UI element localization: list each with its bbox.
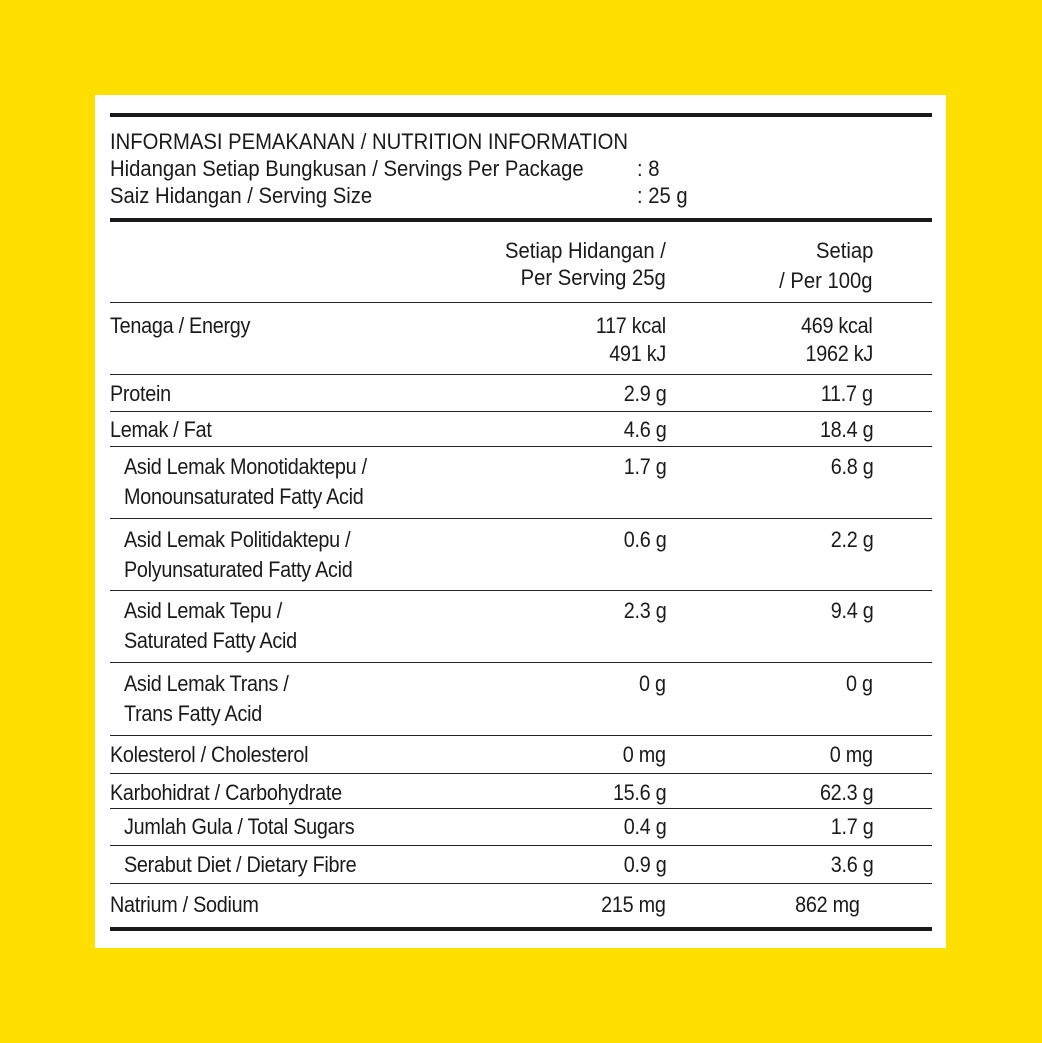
per-serving-value: 2.9 g — [623, 381, 666, 406]
nutrient-label: Natrium / Sodium — [110, 892, 259, 917]
nutrient-label: Protein — [110, 381, 171, 406]
per-100g-value: 0 g — [846, 671, 873, 696]
nutrient-label: Tenaga / Energy — [110, 313, 251, 338]
row-divider — [110, 518, 932, 519]
nutrient-label: Asid Lemak Monotidaktepu / — [124, 454, 367, 479]
per-serving-value: 0 mg — [623, 742, 666, 767]
per-100g-value: 6.8 g — [830, 454, 873, 479]
nutrient-label-en: Polyunsaturated Fatty Acid — [124, 557, 353, 582]
per-serving-value: 215 mg — [601, 892, 666, 917]
per-100g-value: 3.6 g — [830, 852, 873, 877]
per-serving-value: 0 g — [639, 671, 666, 696]
per-serving-value: 0.6 g — [623, 527, 666, 552]
per-100g-value: 9.4 g — [830, 598, 873, 623]
nutrition-title: INFORMASI PEMAKANAN / NUTRITION INFORMATION — [110, 129, 629, 154]
nutrient-label-en: Monounsaturated Fatty Acid — [124, 484, 364, 509]
nutrient-label-en: Trans Fatty Acid — [124, 701, 262, 726]
nutrient-label-en: Saturated Fatty Acid — [124, 628, 297, 653]
per-100g-value: 0 mg — [830, 742, 873, 767]
row-divider — [110, 662, 932, 663]
nutrient-label: Asid Lemak Tepu / — [124, 598, 282, 623]
per-100g-value: 18.4 g — [819, 417, 873, 442]
per-serving-value-2: 491 kJ — [609, 341, 666, 366]
row-divider — [110, 883, 932, 884]
per-serving-value: 0.9 g — [623, 852, 666, 877]
nutrient-label: Jumlah Gula / Total Sugars — [124, 814, 355, 839]
per-100g-value: 62.3 g — [819, 780, 873, 805]
nutrient-label: Karbohidrat / Carbohydrate — [110, 780, 342, 805]
servings-value: : 8 — [637, 156, 660, 181]
nutrient-label: Lemak / Fat — [110, 417, 212, 442]
per-100g-value: 862 mg — [795, 892, 860, 917]
col-per-100g-line1: Setiap — [815, 238, 873, 263]
per-serving-value: 2.3 g — [623, 598, 666, 623]
header-rule — [110, 218, 932, 222]
top-rule — [110, 113, 932, 117]
nutrient-label: Serabut Diet / Dietary Fibre — [124, 852, 357, 877]
per-100g-value-2: 1962 kJ — [805, 341, 873, 366]
row-divider — [110, 590, 932, 591]
per-serving-value: 1.7 g — [623, 454, 666, 479]
per-serving-value: 0.4 g — [623, 814, 666, 839]
nutrient-label: Kolesterol / Cholesterol — [110, 742, 309, 767]
per-100g-value: 2.2 g — [830, 527, 873, 552]
servings-label: Hidangan Setiap Bungkusan / Servings Per Package — [110, 156, 584, 181]
per-serving-value: 4.6 g — [623, 417, 666, 442]
row-divider — [110, 735, 932, 736]
col-per-serving-line2: Per Serving 25g — [520, 265, 666, 290]
per-100g-value: 11.7 g — [821, 381, 873, 406]
per-serving-value: 117 kcal — [595, 313, 666, 338]
row-divider — [110, 808, 932, 809]
per-100g-value: 469 kcal — [801, 313, 873, 338]
per-100g-value: 1.7 g — [830, 814, 873, 839]
nutrient-label: Asid Lemak Politidaktepu / — [124, 527, 351, 552]
row-divider — [110, 411, 932, 412]
nutrient-label: Asid Lemak Trans / — [124, 671, 289, 696]
bottom-rule — [110, 927, 932, 931]
col-per-serving-line1: Setiap Hidangan / — [505, 238, 666, 263]
row-divider — [110, 845, 932, 846]
serving-size-label: Saiz Hidangan / Serving Size — [110, 183, 373, 208]
row-divider — [110, 374, 932, 375]
row-divider — [110, 773, 932, 774]
col-per-100g-line2: / Per 100g — [779, 268, 873, 293]
serving-size-value: : 25 g — [637, 183, 688, 208]
column-header-rule — [110, 302, 932, 303]
per-serving-value: 15.6 g — [612, 780, 666, 805]
row-divider — [110, 446, 932, 447]
